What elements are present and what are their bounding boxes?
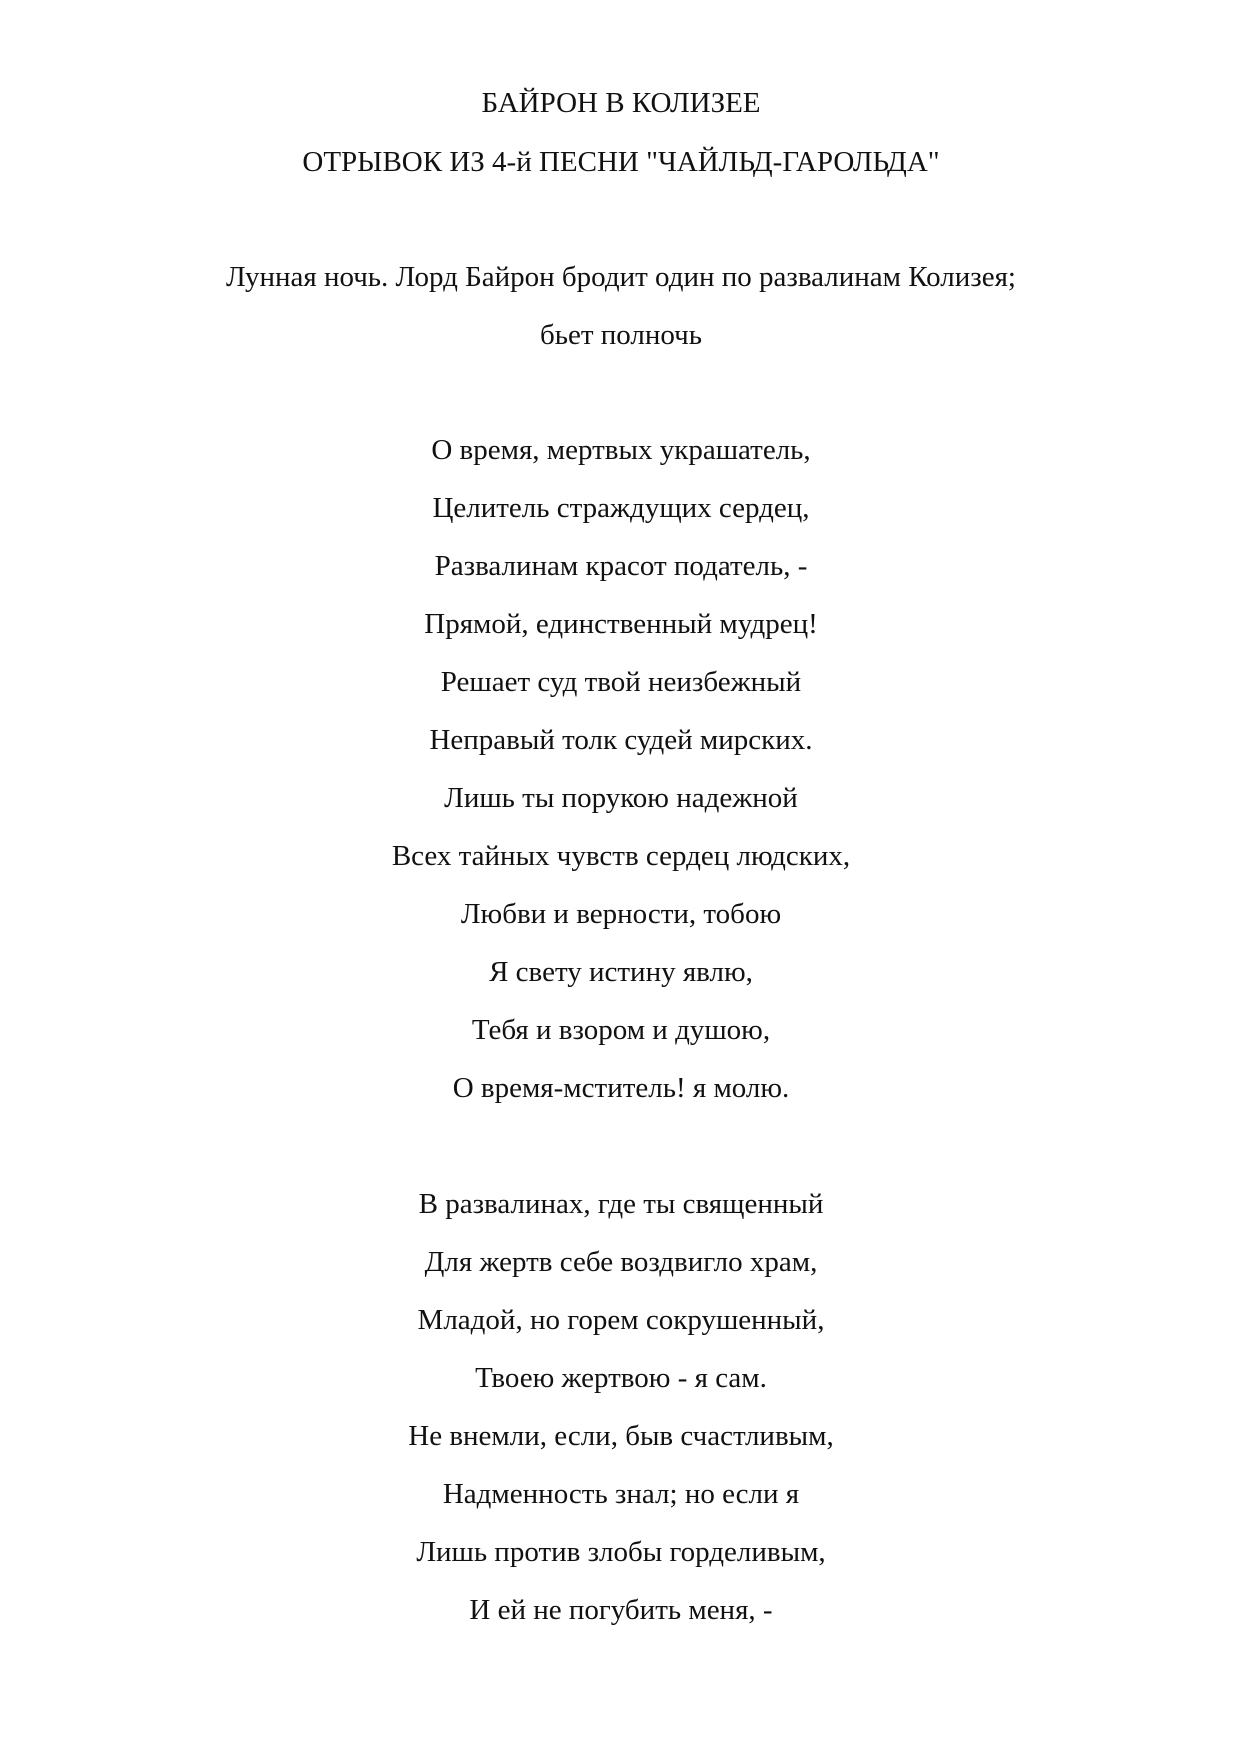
document-title: БАЙРОН В КОЛИЗЕЕ xyxy=(481,87,761,119)
verse-line: О время, мертвых украшатель, xyxy=(431,434,811,466)
verse-line: Надменность знал; но если я xyxy=(442,1478,800,1510)
verse-line: Для жертв себе воздвигло храм, xyxy=(424,1246,818,1278)
verse-line: Младой, но горем сокрушенный, xyxy=(417,1304,825,1336)
verse-line: Твоею жертвою - я сам. xyxy=(475,1362,767,1394)
verse-line: Я свету истину явлю, xyxy=(489,956,753,988)
verse-line: Целитель страждущих сердец, xyxy=(432,492,810,524)
verse-line: В развалинах, где ты священный xyxy=(418,1188,824,1220)
verse-line: И ей не погубить меня, - xyxy=(469,1594,773,1626)
verse-line: Лишь ты порукою надежной xyxy=(444,782,798,814)
verse-line: Неправый толк судей мирских. xyxy=(429,724,813,756)
verse-line: О время-мститель! я молю. xyxy=(452,1072,790,1104)
verse-line: Развалинам красот податель, - xyxy=(434,550,808,582)
verse-line: Лишь против злобы горделивым, xyxy=(416,1536,826,1568)
verse-line: Прямой, единственный мудрец! xyxy=(424,608,818,640)
verse-line: Всех тайных чувств сердец людских, xyxy=(391,840,851,872)
verse-line: Любви и верности, тобою xyxy=(460,898,782,930)
verse-line: Не внемли, если, быв счастливым, xyxy=(408,1420,834,1452)
stage-direction-line: Лунная ночь. Лорд Байрон бродит один по развалинам Колизея; xyxy=(226,261,1016,293)
stage-direction-line: бьет полночь xyxy=(540,319,702,351)
document-subtitle: ОТРЫВОК ИЗ 4-й ПЕСНИ "ЧАЙЛЬД-ГАРОЛЬДА" xyxy=(302,146,940,178)
verse-line: Решает суд твой неизбежный xyxy=(440,666,802,698)
verse-line: Тебя и взором и душою, xyxy=(471,1014,771,1046)
